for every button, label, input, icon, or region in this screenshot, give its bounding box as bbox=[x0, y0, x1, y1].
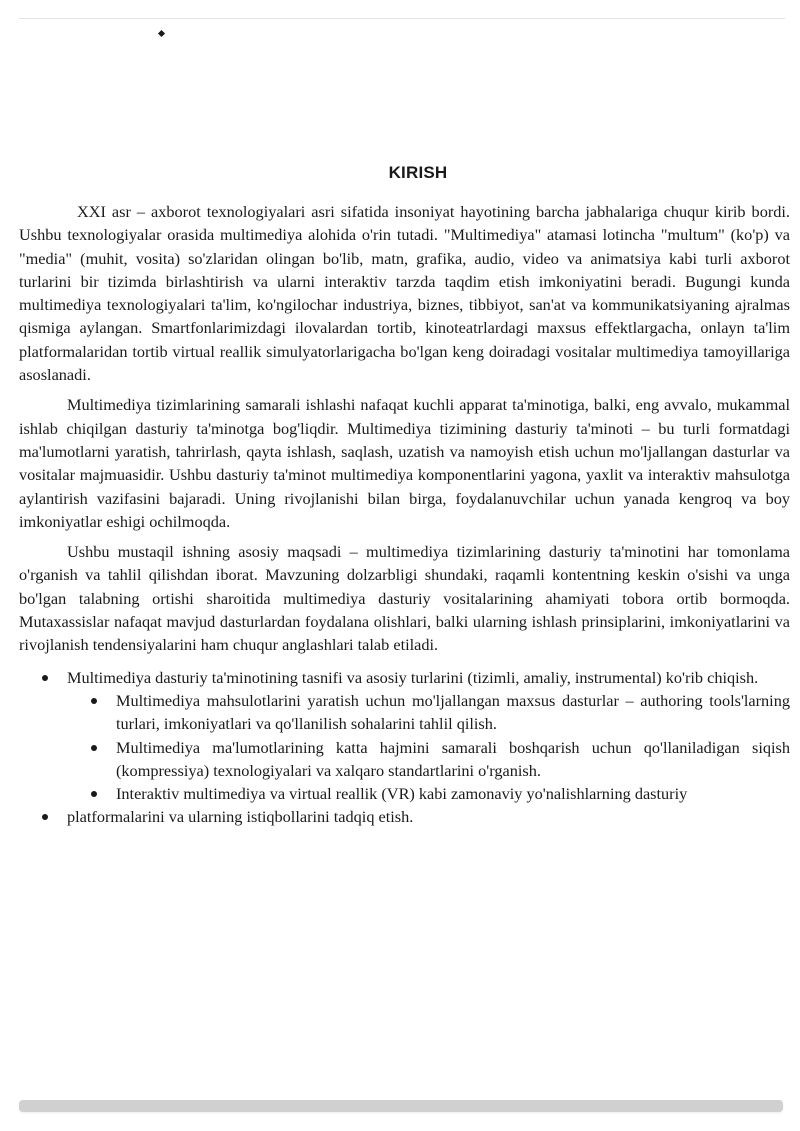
list-item bbox=[19, 782, 790, 805]
intro-paragraph-2: Multimediya tizimlarining samarali ishlashi nafaqat kuchli apparat ta'minotiga, balki, eng avvalo, mukammal ishlab chiqilgan dasturiy ta'minotga bog'liqdir. Multimediya tizimining dasturiy ta'minoti – bu turli formatdagi ma'lumotlarni yaratish, tahrirlash, qayta ishlash, saqlash, uzatish va namoyish etish uchun mo'ljallangan dasturlar va vositalar majmuasidir. Ushbu dasturiy ta'minot multimediya komponentlarini yagona, yaxlit va interaktiv mahsulotga aylantirish vazifasini bajaradi. Uning rivojlanishi bilan birga, foydalanuvchilar uchun yanada kengroq va boy imkoniyatlar eshigi ochilmoqda. bbox=[19, 395, 790, 531]
objectives-list bbox=[19, 666, 790, 829]
list-item-text: platformalarini va ularning istiqbollarini tadqiq etish. bbox=[67, 807, 414, 827]
list-item bbox=[19, 689, 790, 736]
list-item-text: Multimediya dasturiy ta'minotining tasnifi va asosiy turlarini (tizimli, amaliy, instrumental) ko'rib chiqish. bbox=[67, 667, 759, 687]
bullet-icon bbox=[91, 745, 97, 751]
bullet-icon bbox=[42, 814, 48, 820]
list-item-text: Multimediya mahsulotlarini yaratish uchun mo'ljallangan maxsus dasturlar – authoring tools'larning turlari, imkoniyatlari va qo'llanilish sohalarini tahlil qilish. bbox=[116, 690, 790, 734]
bullet-icon bbox=[91, 698, 97, 704]
list-item-text: Interaktiv multimediya va virtual reallik (VR) kabi zamonaviy yo'nalishlarning dasturiy bbox=[116, 784, 688, 804]
intro-paragraph-3: Ushbu mustaqil ishning asosiy maqsadi – multimediya tizimlarining dasturiy ta'minotini har tomonlama o'rganish va tahlil qilishdan iborat. Mavzuning dolzarbligi shundaki, raqamli kontentning keskin o'sishi va unga bo'lgan talabning ortishi sharoitida multimediya dasturiy vositalarining ahamiyati tobora ortib bormoqda. Mutaxassislar nafaqat mavjud dasturlardan foydalana olishlari, balki ularning ishlash prinsiplarini, imkoniyatlarini va rivojlanish tendensiyalarini ham chuqur anglashlari talab etiladi. bbox=[19, 542, 790, 655]
header-rule bbox=[19, 18, 785, 19]
intro-paragraph-1: XXI asr – axborot texnologiyalari asri sifatida insoniyat hayotining barcha jabhalariga chuqur kirib bordi. Ushbu texnologiyalar orasida multimediya alohida o'rin tutadi. "Multimediya" atamasi lotincha "multum" (ko'p) va "media" (muhit, vosita) so'zlaridan olingan bo'lib, matn, grafika, audio, video va animatsiya kabi turli axborot turlarini bir tizimda birlashtirish va ularni interaktiv tarzda taqdim etish imkoniyatini beradi. Bugungi kunda multimediya texnologiyalari ta'lim, ko'ngilochar industriya, biznes, tibbiyot, san'at va kommunikatsiyaning ajralmas qismiga aylangan. Smartfonlarimizdagi ilovalardan tortib, kinoteatrlardagi maxsus effektlargacha, onlayn ta'lim platformalaridan tortib virtual reallik simulyatorlarigacha bo'lgan keng doiradagi vositalar multimediya tamoyillariga asoslanadi. bbox=[19, 202, 790, 385]
diamond-bullet-icon bbox=[158, 30, 165, 37]
list-item bbox=[19, 736, 790, 783]
page-title: KIRISH bbox=[388, 163, 448, 182]
bullet-icon bbox=[42, 675, 48, 681]
list-item-text: Multimediya ma'lumotlarining katta hajmini samarali boshqarish uchun qo'llaniladigan siqish (kompressiya) texnologiyalari va xalqaro standartlarini o'rganish. bbox=[116, 737, 790, 780]
bullet-icon bbox=[91, 791, 97, 797]
list-item bbox=[19, 805, 790, 828]
list-item bbox=[19, 666, 790, 689]
horizontal-scrollbar[interactable] bbox=[19, 1100, 783, 1112]
document-body bbox=[19, 200, 790, 829]
